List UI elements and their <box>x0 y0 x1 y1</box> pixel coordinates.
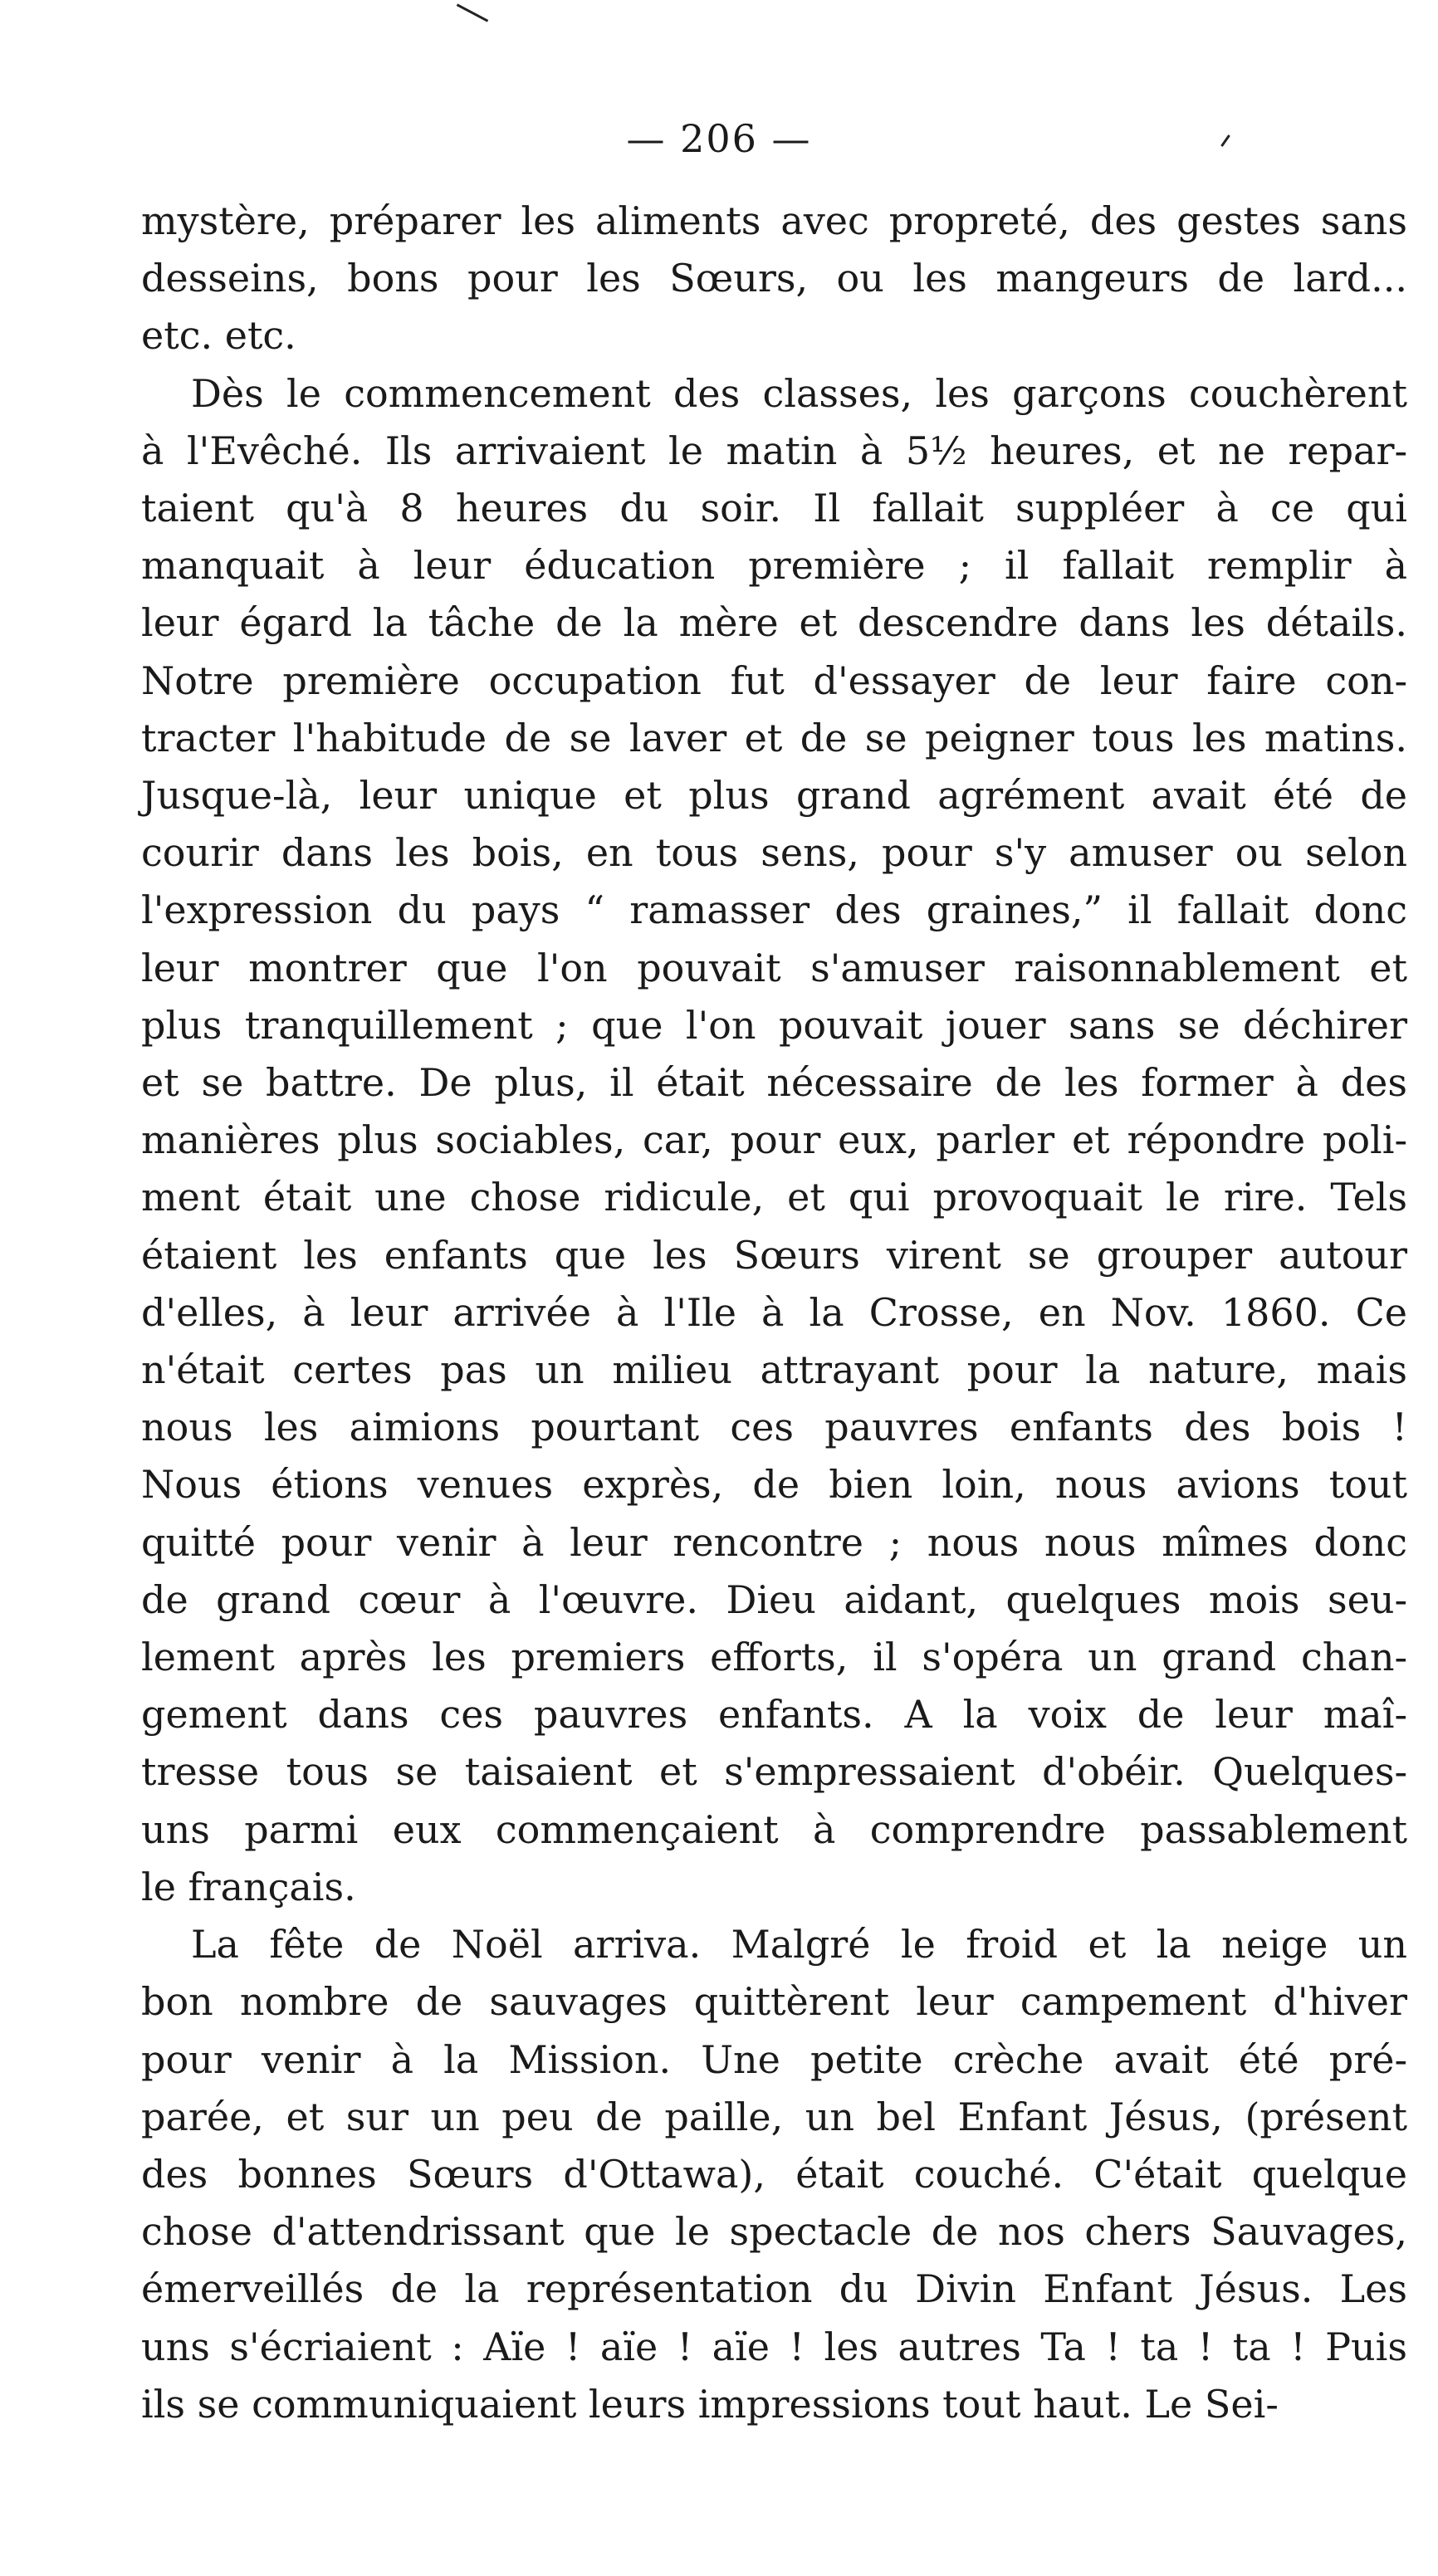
text-line: leur égard la tâche de la mère et descendre dans les détails. <box>141 600 1407 646</box>
text-line: mystère, préparer les aliments avec propreté, des gestes sans <box>141 198 1407 243</box>
paragraph <box>141 193 1407 365</box>
text-line: leur montrer que l'on pouvait s'amuser raisonnablement et <box>141 945 1407 990</box>
page-number: — 206 — <box>626 116 812 161</box>
text-line: taient qu'à 8 heures du soir. Il fallait suppléer à ce qui <box>141 486 1407 531</box>
text-line: plus tranquillement ; que l'on pouvait jouer sans se déchirer <box>141 1002 1407 1048</box>
text-line: des bonnes Sœurs d'Ottawa), était couché. C'était quelque <box>141 2151 1407 2197</box>
text-line: et se battre. De plus, il était nécessaire de les former à des <box>141 1060 1407 1106</box>
text-line: chose d'attendrissant que le spectacle de nos chers Sauvages, <box>141 2209 1407 2255</box>
text-line: le français. <box>141 1864 356 1909</box>
text-line: Dès le commencement des classes, les garçons couchèrent <box>191 370 1407 416</box>
text-line: Notre première occupation fut d'essayer de leur faire con- <box>141 657 1407 703</box>
text-line: manquait à leur éducation première ; il fallait remplir à <box>141 543 1407 589</box>
scan-mark <box>457 3 488 22</box>
text-line: courir dans les bois, en tous sens, pour s'y amuser ou selon <box>141 830 1407 876</box>
text-line: à l'Evêché. Ils arrivaient le matin à 5½ heures, et ne repar- <box>141 428 1407 473</box>
text-line: etc. etc. <box>141 313 296 359</box>
text-line: quitté pour venir à leur rencontre ; nous nous mîmes donc <box>141 1519 1407 1565</box>
paragraph <box>141 365 1407 1916</box>
text-line: parée, et sur un peu de paille, un bel Enfant Jésus, (présent <box>141 2094 1407 2139</box>
paragraph <box>141 1916 1407 2433</box>
text-line: lement après les premiers efforts, il s'opéra un grand chan- <box>141 1635 1407 1680</box>
text-line: n'était certes pas un milieu attrayant pour la nature, mais <box>141 1347 1407 1393</box>
text-line: uns s'écriaient : Aïe ! aïe ! aïe ! les autres Ta ! ta ! ta ! Puis <box>141 2324 1407 2369</box>
text-line: tracter l'habitude de se laver et de se peigner tous les matins. <box>141 715 1407 760</box>
text-line: de grand cœur à l'œuvre. Dieu aidant, quelques mois seu- <box>141 1576 1407 1622</box>
text-line: bon nombre de sauvages quittèrent leur campement d'hiver <box>141 1979 1407 2025</box>
text-line: tresse tous se taisaient et s'empressaient d'obéir. Quelques- <box>141 1749 1407 1795</box>
text-line: pour venir à la Mission. Une petite crèche avait été pré- <box>141 2036 1407 2082</box>
text-line: La fête de Noël arriva. Malgré le froid et la neige un <box>191 1922 1407 1967</box>
text-line: Nous étions venues exprès, de bien loin, nous avions tout <box>141 1462 1407 1508</box>
text-line: l'expression du pays “ ramasser des graines,” il fallait donc <box>141 887 1407 933</box>
text-line: desseins, bons pour les Sœurs, ou les mangeurs de lard... <box>141 256 1407 301</box>
text-line: d'elles, à leur arrivée à l'Ile à la Crosse, en Nov. 1860. Ce <box>141 1289 1407 1335</box>
text-line: gement dans ces pauvres enfants. A la voix de leur maî- <box>141 1692 1407 1738</box>
text-line: ils se communiquaient leurs impressions tout haut. Le Sei- <box>141 2381 1279 2427</box>
text-line: Jusque-là, leur unique et plus grand agrément avait été de <box>141 773 1407 819</box>
text-line: émerveillés de la représentation du Divin Enfant Jésus. Les <box>141 2266 1407 2312</box>
body-text <box>141 193 1407 2433</box>
text-line: ment était une chose ridicule, et qui provoquait le rire. Tels <box>141 1175 1407 1220</box>
text-line: nous les aimions pourtant ces pauvres enfants des bois ! <box>141 1405 1407 1450</box>
text-line: uns parmi eux commençaient à comprendre passablement <box>141 1806 1407 1852</box>
text-line: étaient les enfants que les Sœurs virent se grouper autour <box>141 1232 1407 1278</box>
text-line: manières plus sociables, car, pour eux, parler et répondre poli- <box>141 1117 1407 1163</box>
